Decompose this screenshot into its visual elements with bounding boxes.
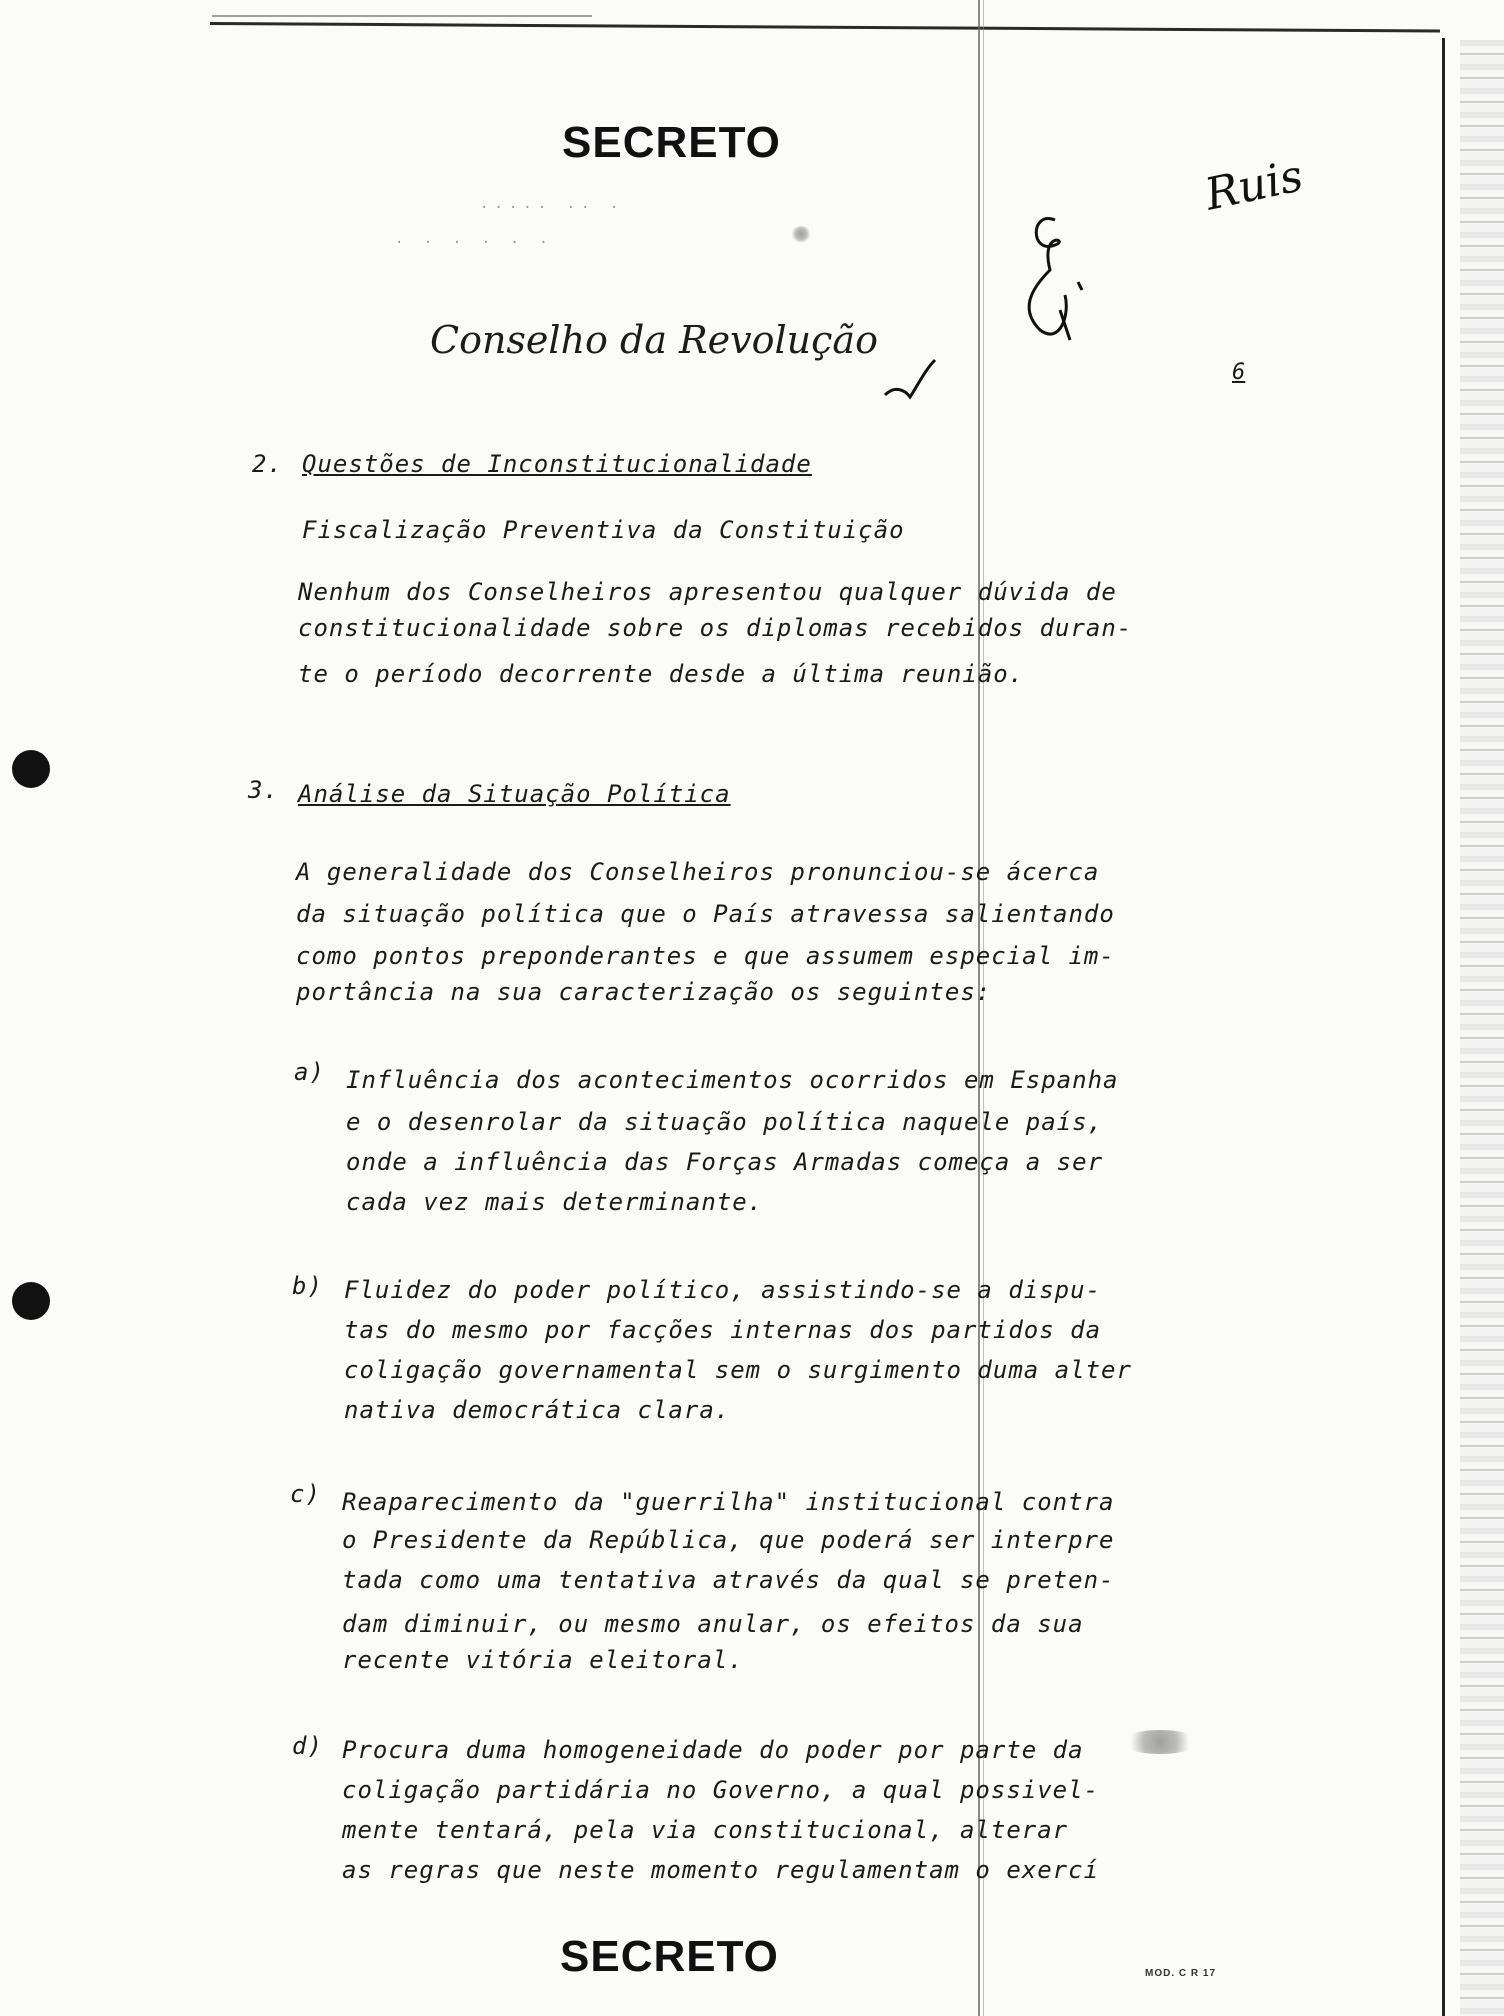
- list-item-line: coligação partidária no Governo, a qual possivel-: [342, 1776, 1100, 1804]
- handwritten-initials: Ruis: [1200, 150, 1308, 221]
- classification-stamp-bottom: SECRETO: [560, 1932, 779, 1981]
- paragraph-line: te o período decorrente desde a última reunião.: [298, 660, 1025, 688]
- paragraph-line: da situação política que o País atravessa salientando: [296, 900, 1115, 928]
- paragraph-line: como pontos preponderantes e que assumem especial im-: [296, 942, 1115, 970]
- list-item-marker: c): [290, 1480, 321, 1508]
- list-item-line: nativa democrática clara.: [344, 1396, 731, 1424]
- list-item-line: tas do mesmo por facções internas dos partidos da: [344, 1316, 1102, 1344]
- list-item-line: Fluidez do poder político, assistindo-se a dispu-: [344, 1276, 1102, 1304]
- paragraph-line: A generalidade dos Conselheiros pronunciou-se ácerca: [296, 858, 1100, 886]
- faint-typed-line: · · · · · ·: [395, 235, 554, 251]
- faint-typed-line: ····· ·· ·: [480, 200, 625, 216]
- list-item-line: recente vitória eleitoral.: [342, 1646, 744, 1674]
- list-item-line: cada vez mais determinante.: [346, 1188, 764, 1216]
- list-item-line: dam diminuir, ou mesmo anular, os efeitos da sua: [342, 1610, 1084, 1638]
- paragraph-line: portância na sua caracterização os seguintes:: [296, 978, 992, 1006]
- list-item-marker: b): [292, 1272, 323, 1300]
- section-title: Questões de Inconstitucionalidade: [302, 450, 812, 478]
- list-item-line: coligação governamental sem o surgimento duma alter: [344, 1356, 1132, 1384]
- list-item-line: Influência dos acontecimentos ocorridos em Espanha: [346, 1066, 1119, 1094]
- scan-edge-artifact: [212, 15, 592, 17]
- council-heading: Conselho da Revolução: [430, 318, 878, 362]
- section-number: 2.: [252, 450, 283, 478]
- list-item-line: as regras que neste momento regulamentam o exercí: [342, 1856, 1100, 1884]
- form-code: MOD. C R 17: [1145, 1968, 1217, 1979]
- list-item-line: tada como uma tentativa através da qual se preten-: [342, 1566, 1115, 1594]
- list-item-line: Procura duma homogeneidade do poder por parte da: [342, 1736, 1084, 1764]
- section-subtitle: Fiscalização Preventiva da Constituição: [302, 516, 905, 544]
- paragraph-line: Nenhum dos Conselheiros apresentou qualquer dúvida de: [298, 578, 1117, 606]
- punch-hole-top: [12, 750, 50, 788]
- list-item-line: o Presidente da República, que poderá ser interpre: [342, 1526, 1115, 1554]
- scan-top-edge: [210, 22, 1440, 33]
- classification-stamp-top: SECRETO: [562, 118, 781, 167]
- section-title: Análise da Situação Política: [298, 780, 731, 808]
- punch-hole-bottom: [12, 1282, 50, 1320]
- ink-smudge: [1120, 1730, 1200, 1754]
- list-item-marker: d): [292, 1732, 323, 1760]
- section-number: 3.: [248, 776, 279, 804]
- list-item-marker: a): [294, 1058, 325, 1086]
- list-item-line: mente tentará, pela via constitucional, alterar: [342, 1816, 1069, 1844]
- list-item-line: Reaparecimento da "guerrilha" institucional contra: [342, 1488, 1115, 1516]
- list-item-line: e o desenrolar da situação política naquele país,: [346, 1108, 1104, 1136]
- scan-right-margin-noise: [1460, 40, 1504, 2016]
- ink-smudge: [790, 226, 812, 242]
- page-number: 6: [1232, 360, 1246, 385]
- handwritten-flourish: [960, 200, 1110, 360]
- handwritten-check-mark: [880, 355, 940, 405]
- list-item-line: onde a influência das Forças Armadas começa a ser: [346, 1148, 1104, 1176]
- paragraph-line: constitucionalidade sobre os diplomas recebidos duran-: [298, 614, 1133, 642]
- scan-right-edge: [1442, 38, 1445, 2016]
